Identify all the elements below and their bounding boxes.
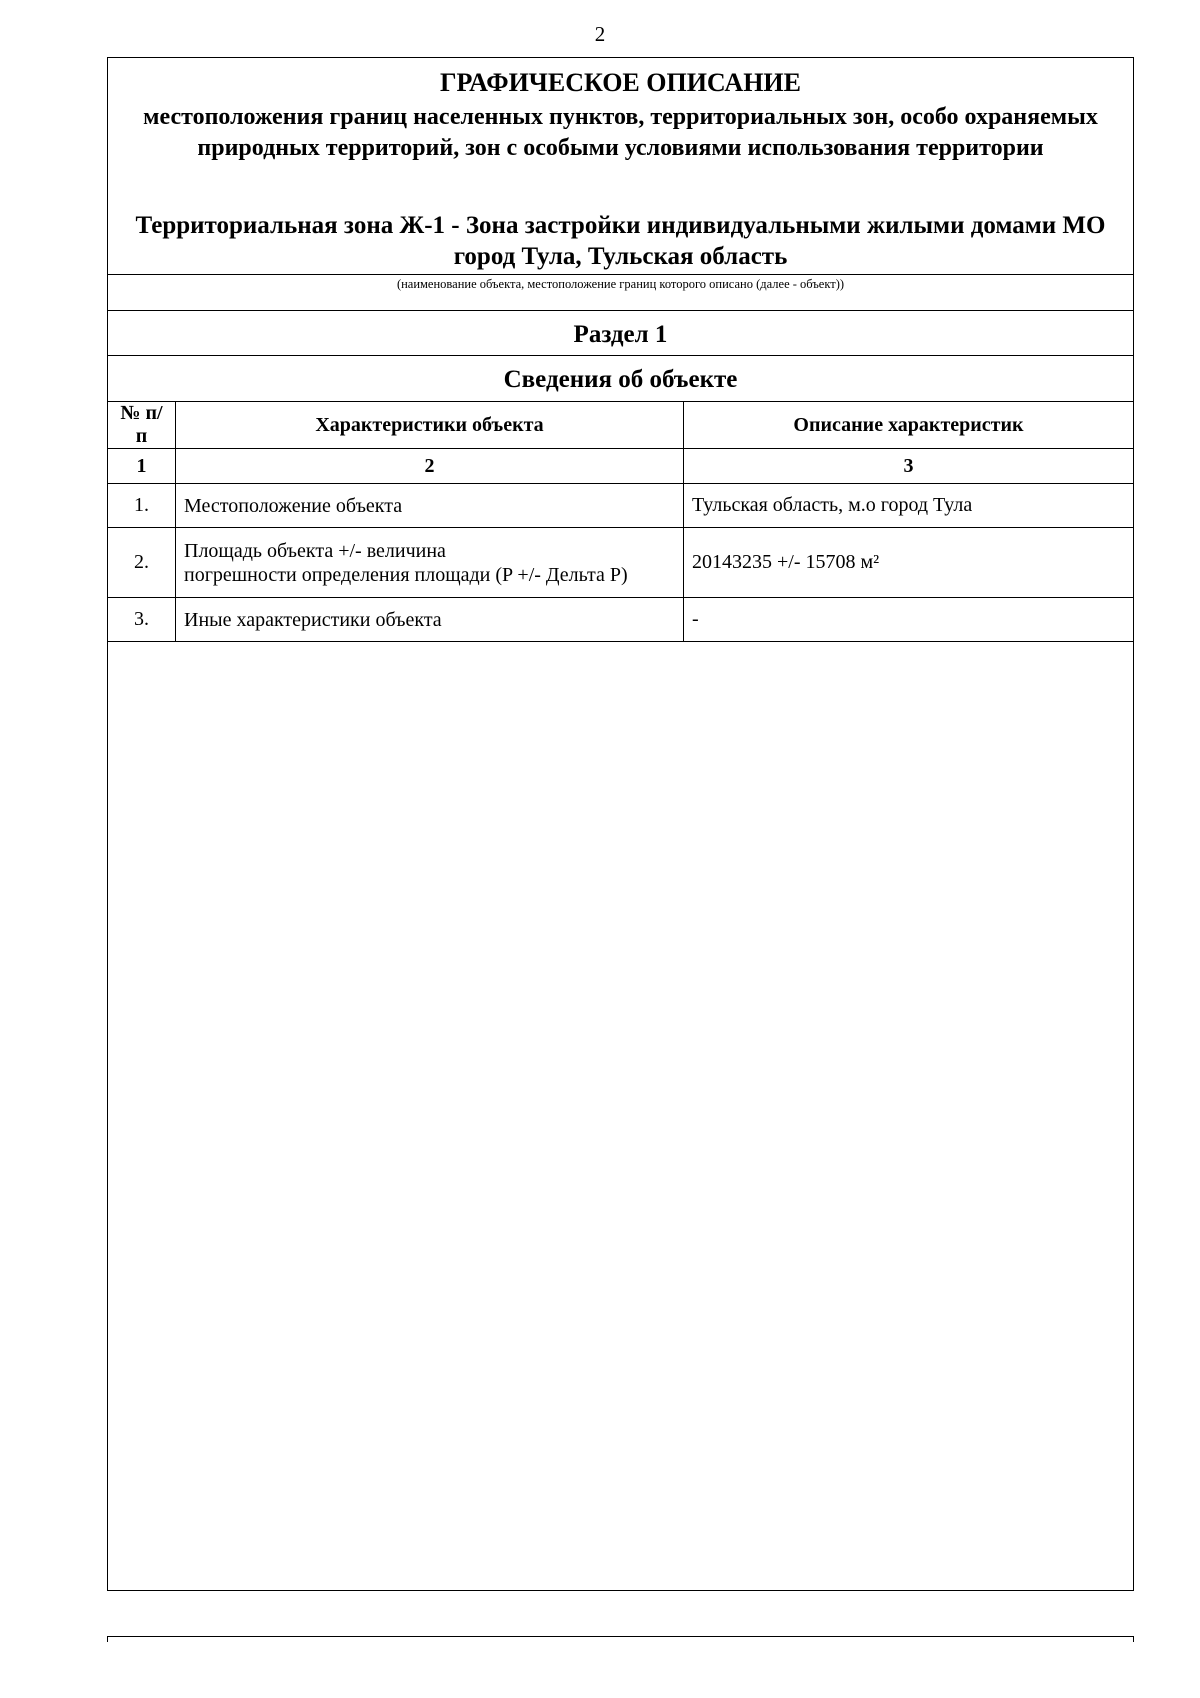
header-cell-description: Описание характеристик <box>684 402 1134 449</box>
document-subtitle: местоположения границ населенных пунктов, территориальных зон, особо охраняемых природных территорий, зон с особыми условиями использования территории <box>143 104 1098 161</box>
object-info-table <box>107 401 1134 642</box>
header-cell-characteristics: Характеристики объекта <box>176 402 684 449</box>
row-number: 3. <box>108 598 176 642</box>
divider <box>108 355 1133 356</box>
row-characteristic <box>176 598 684 642</box>
document-header <box>108 58 1133 274</box>
row-characteristic <box>176 528 684 598</box>
row-characteristic-text: Площадь объекта +/- величина <box>184 539 446 562</box>
row-description: Тульская область, м.о город Тула <box>684 484 1134 528</box>
row-description: - <box>684 598 1134 642</box>
index-cell: 3 <box>684 449 1134 484</box>
section-subtitle: Сведения об объекте <box>503 366 738 393</box>
row-characteristic-text: Местоположение объекта <box>184 494 403 517</box>
table-row <box>108 528 1134 598</box>
table-row <box>108 598 1134 642</box>
row-description: 20143235 +/- 15708 м² <box>684 528 1134 598</box>
document-title: ГРАФИЧЕСКОЕ ОПИСАНИЕ <box>440 68 801 97</box>
page-number: 2 <box>594 22 606 46</box>
row-characteristic <box>176 484 684 528</box>
divider <box>108 274 1133 275</box>
header-cell-number: № п/п <box>108 402 176 449</box>
table-index-row <box>108 449 1134 484</box>
next-frame-edge <box>107 1636 1134 1642</box>
row-characteristic-text: Иные характеристики объекта <box>184 608 442 631</box>
index-cell: 2 <box>176 449 684 484</box>
index-cell: 1 <box>108 449 176 484</box>
row-characteristic-text: погрешности определения площади (P +/- Дельта P) <box>184 563 628 586</box>
table-row <box>108 484 1134 528</box>
object-name: Территориальная зона Ж-1 - Зона застройки индивидуальными жилыми домами МО город Тула, Тульская область <box>135 212 1106 270</box>
section-title: Раздел 1 <box>573 321 668 348</box>
document-frame <box>107 57 1134 1591</box>
divider <box>108 310 1133 311</box>
table-header-row <box>108 402 1134 449</box>
object-name-caption: (наименование объекта, местоположение границ которого описано (далее - объект)) <box>396 277 845 291</box>
row-number: 1. <box>108 484 176 528</box>
row-number: 2. <box>108 528 176 598</box>
